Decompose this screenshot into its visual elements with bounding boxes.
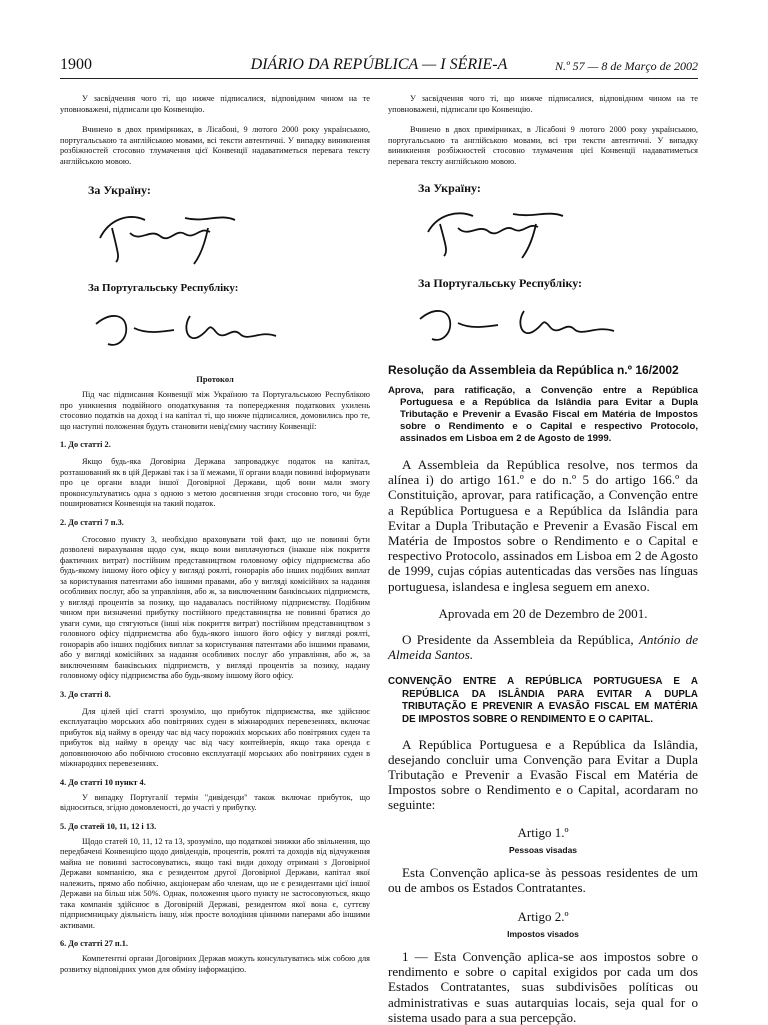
signature-ukraine	[90, 198, 250, 268]
article-1-label: Artigo 1.º	[517, 824, 569, 840]
section-heading: 5. До статей 10, 11, 12 і 13.	[60, 821, 157, 831]
journal-title: DIÁRIO DA REPÚBLICA — I SÉRIE-A	[250, 56, 508, 73]
signature-ukraine-copy	[418, 196, 578, 262]
approval-date: Aprovada em 20 de Dezembro de 2001.	[438, 605, 648, 621]
for-portugal-label-copy: За Португальську Республіку:	[418, 276, 583, 290]
done-at-clause: Вчинено в двох примірниках, в Лісабоні, 9 лютого 2000 року українською, португальською та англійською мовами, всі тексти автентичні. У випадку виникнення розбіжностей стосовно тлумачення цієї Конвенції надаватиметься перевага тексту англійською мовою.	[60, 125, 370, 166]
for-portugal-label: За Португальську Республіку:	[88, 282, 239, 294]
protocol-section	[60, 822, 370, 932]
convention-preamble: A República Portuguesa e a República da Islândia, desejando concluir uma Convenção para Evitar a Dupla Tributação e Prevenir a Evasão Fiscal em Matéria de Impostos sobre o Rendimento e o Capital, acordaram no seguinte:	[388, 736, 698, 813]
section-heading: 4. До статті 10 пункт 4.	[60, 777, 146, 787]
section-text: Щодо статей 10, 11, 12 та 13, зрозуміло, що податкові знижки або звільнення, що передбачені Конвенцією щодо дивідендів, процентів, роялті та доходів від відчуження майна не повинні застосовуватись, якщо такі види доходу отримані з Договірної Держави компанією, яка є резидентом другої Договірної Держави, капітал якої належить, прямо або побічно, акціонерам або членам, що не є резидентами цієї іншої Держави на більш ніж 50%. Однак, положення цього пункту не застосовуються, якщо така компанія здійснює в Договірній Державі, резидентом якої вона є, суттєву підприємницьку діяльність іншу, ніж просте володіння цінними паперами або іншими активами.	[60, 836, 370, 930]
section-text: Якщо будь-яка Договірна Держава запроваджує податок на капітал, розташований як в цій Державі так і за її межами, її органи влади повинні інформувати про це органи влади іншої Договірної Держави, щоб вони мали змогу проконсультуватись одна з одною з метою досягнення згоди стосовно того, чи буде поширюватися Конвенція на такий податок.	[60, 457, 370, 508]
section-text: Компетентні органи Договірних Держав можуть консультуватись між собою для розвитку відповідних умов для обміну інформацією.	[60, 954, 370, 974]
section-heading: 2. До статті 7 п.3.	[60, 517, 124, 527]
section-heading: 3. До статті 8.	[60, 689, 111, 699]
page-header	[60, 52, 698, 79]
issue-info: N.º 57 — 8 de Março de 2002	[554, 59, 698, 73]
article-2-title: Impostos visados	[507, 929, 579, 940]
president-name: António de Almeida Santos.	[388, 631, 699, 663]
section-text: Стосовно пункту 3, необхідно враховувати той факт, що не повинні бути дозволені вирахування щодо сум, якщо вони виплачуються (інакше ніж покриття фактичних витрат) постійним представництвом головному офісу підприємства або будь-якому іншому його офісу у вигляді роялті, гонорарів або інших подібних виплат за користування патентами або іншими правами, або у вигляді комісійних за надання особливих послуг, або за управління, або ж, за виключенням банківських підприємств, у вигляді процентів за позику, що надавалась постійному підприємству. Подібним чином при визначенні прибутку постійного представництва не повинні братися до уваги суми, що стягуються (інші ніж покриття витрат) постійним представництвом з головного офісу підприємства або будь-якого іншого його офісу у вигляді роялті, гонорарів або інших подібних виплат за користування патентами або іншими правами, або у вигляді комісійних за надання особливих послуг або управління, або ж, за виключенням банківських підприємств, у вигляді процентів за позику, надану головному офісу підприємства або будь-якому іншому його офісу.	[60, 534, 370, 680]
for-ukraine-label: За Україну:	[88, 183, 151, 197]
for-ukraine-label-copy: За Україну:	[418, 181, 481, 195]
protocol-section	[60, 778, 370, 814]
right-column	[388, 94, 698, 1025]
protocol-title: Протокол	[196, 374, 234, 384]
section-heading: 1. До статті 2.	[60, 440, 111, 449]
article-2-label: Artigo 2.º	[517, 909, 569, 925]
convention-title: CONVENÇÃO ENTRE A REPÚBLICA PORTUGUESA E A REPÚBLICA DA ISLÂNDIA PARA EVITAR A DUPLA TRIBUTAÇÃO E PREVENIR A EVASÃO FISCAL EM MATÉRIA DE IMPOSTOS SOBRE O RENDIMENTO E O CAPITAL.	[388, 676, 698, 726]
done-at-clause-copy: Вчинено в двох примірниках, в Лісабоні 9 лютого 2000 року українською, португальською та англійською мовами, всі три тексти автентичні. У випадку виникнення розбіжностей стосовно тлумачення цієї Конвенції надаватиметься перевага тексту англійською мовою.	[388, 125, 698, 166]
protocol-section	[60, 939, 370, 975]
protocol-intro: Під час підписання Конвенції між Україною та Португальською Республікою про уникнення подвійного оподаткування та попередження податкових ухилень стосовно податків на доход і на капітал ті, що нижче підписалися, домовились про те, що наступні положення будуть становити невід'ємну частину Конвенції:	[60, 390, 370, 431]
protocol-section	[60, 440, 370, 510]
president-signoff	[388, 632, 698, 662]
witness-clause-copy: У засвідчення чого ті, що нижче підписалися, відповідним чином на те уповноважені, підписали цю Конвенцію.	[388, 94, 698, 114]
protocol-section	[60, 518, 370, 682]
article-1-text: Esta Convenção aplica-se às pessoas residentes de um ou de ambos os Estados Contratantes.	[388, 864, 698, 895]
witness-clause: У засвідчення чого ті, що нижче підписалися, відповідним чином на те уповноважені, підписали цю Конвенцію.	[60, 94, 370, 114]
left-column	[60, 94, 370, 975]
section-text: У випадку Португалії термін "дивіденди" також включає прибуток, що відноситься, згідно домовленості, до участі у прибутку.	[60, 792, 370, 812]
resolution-body: A Assembleia da República resolve, nos termos da alínea i) do artigo 161.º e do n.º 5 do artigo 166.º da Constituição, aprovar, para ratificação, a Convenção entre a República Portuguesa e a República da Islândia para Evitar a Dupla Tributação e Prevenir a Evasão Fiscal em Matéria de Impostos sobre o Rendimento e o Capital e respectivo Protocolo, assinados em Lisboa em 2 de Agosto de 1999, cujas cópias autenticadas das versões nas línguas portuguesa, islandesa e inglesa seguem em anexo.	[388, 457, 698, 594]
president-prefix: O Presidente da Assembleia da República,	[402, 631, 634, 647]
resolution-title: Resolução da Assembleia da República n.º 16/2002	[388, 363, 679, 377]
section-text: Для цілей цієї статті зрозуміло, що прибуток підприємства, яке здійснює експлуатацію морських або повітряних суден в міжнародних перевезеннях, включає прибуток від найму в оренду час від часу порожніх морських або повітряних суден та прибуток від найму в оренду час від часу контейнерів, якщо така оренда є доповнюючою або побічною стосовно експлуатації морських або повітряних суден в міжнародних перевезеннях.	[60, 706, 370, 768]
resolution-description: Aprova, para ratificação, a Convenção entre a República Portuguesa e a República da Islândia para Evitar a Dupla Tributação e Prevenir a Evasão Fiscal em Matéria de Impostos sobre o Rendimento e o Capital e respectivo Protocolo, assinados em Lisboa em 2 de Agosto de 1999.	[388, 385, 698, 444]
article-1-title: Pessoas visadas	[508, 844, 578, 855]
signature-portugal-copy	[414, 291, 634, 349]
signature-portugal	[90, 294, 290, 354]
protocol-section	[60, 690, 370, 770]
article-2-text: 1 — Esta Convenção aplica-se aos impostos sobre o rendimento e sobre o capital exigidos por cada um dos Estados Contratantes, suas subdivisões políticas ou administrativas e suas autarquias locais, seja qual for o sistema usado para a sua percepção.	[388, 949, 698, 1025]
section-heading: 6. До статті 27 п.1.	[60, 939, 128, 948]
page-number: 1900	[60, 56, 92, 73]
